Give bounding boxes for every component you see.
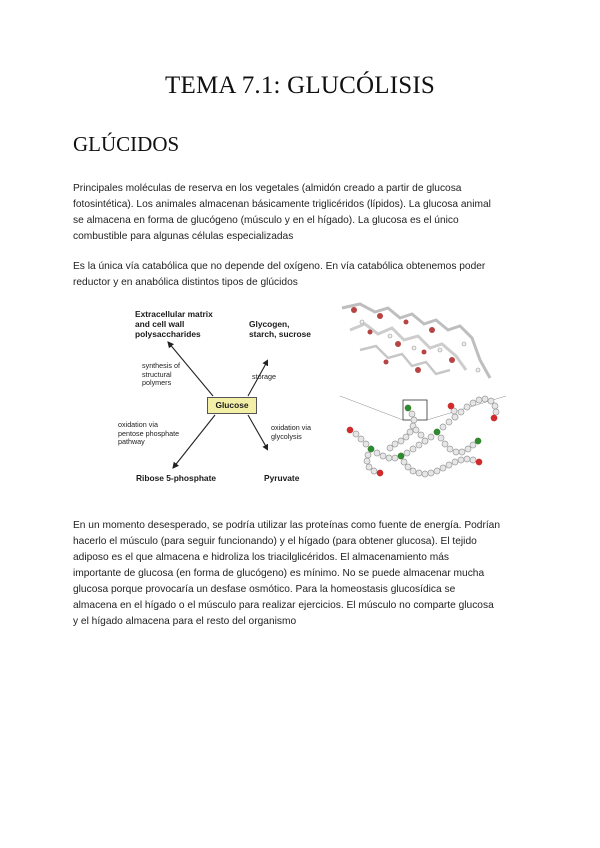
glucose-box: Glucose (207, 397, 257, 414)
text-line: reductor y en anabólica distintos tipos de glúcidos (73, 277, 298, 288)
text-line: Es la única vía catabólica que no depende del oxígeno. En vía catabólica obtenemos poder (73, 261, 486, 272)
text-line: En un momento desesperado, se podría utilizar las proteínas como fuente de energía. Podrían (73, 520, 501, 531)
glycogen-structure-illustration (340, 300, 506, 495)
paragraph-almacenamiento (73, 518, 533, 630)
text-line: fotosintética). Los animales almacenan básicamente triglicéridos (lípidos). La glucosa animal (73, 199, 491, 210)
page-title: TEMA 7.1: GLUCÓLISIS (165, 72, 435, 99)
molecular-model (342, 304, 490, 378)
text-line: hacerlo el músculo (para seguir funcionando) y el hígado (para obtener glucosa). El tejido (73, 536, 477, 547)
edge-glycolysis: oxidation via glycolysis (271, 423, 311, 441)
edge-synthesis: synthesis of structural polymers (142, 361, 180, 387)
node-pyruvate: Pyruvate (264, 473, 300, 483)
edge-pentose: oxidation via pentose phosphate pathway (118, 420, 180, 446)
text-line: Principales moléculas de reserva en los vegetales (almidón creado a partir de glucosa (73, 183, 462, 194)
text-line: glucosa porque provocaría un desfase osmótico. Para la homeostasis glucosídica se (73, 584, 456, 595)
text-line: se almacena en forma de glucógeno (músculo y en el hígado). La glucosa es el único (73, 215, 459, 226)
section-heading: GLÚCIDOS (73, 132, 180, 156)
node-polysaccharides: Extracellular matrix and cell wall polysaccharides (135, 309, 213, 339)
text-line: almacena en el hígado o el músculo para realizar ejercicios. El músculo no comparte glucosa (73, 600, 494, 611)
arrow-to-pyruvate (248, 415, 268, 450)
text-line: importante de glucosa (en forma de glucógeno) es mínimo. No se puede almacenar mucha (73, 568, 485, 579)
figure (118, 300, 506, 495)
glucose-fate-diagram (118, 300, 311, 495)
paragraph-reserva (73, 181, 533, 245)
text-line: y el hígado almacena para el resto del organismo (73, 616, 297, 627)
arrow-to-ribose (173, 415, 215, 468)
text-line: combustible para algunas células especializadas (73, 231, 294, 242)
edge-storage: storage (252, 372, 276, 381)
text-line: adiposo es el que almacena e hidroliza los triacilglicéridos. El almacenamiento más (73, 552, 449, 563)
paragraph-via-catabolica (73, 259, 533, 291)
node-ribose: Ribose 5-phosphate (136, 473, 217, 483)
node-glycogen: Glycogen, starch, sucrose (249, 319, 311, 339)
glucose-chain (347, 396, 499, 477)
